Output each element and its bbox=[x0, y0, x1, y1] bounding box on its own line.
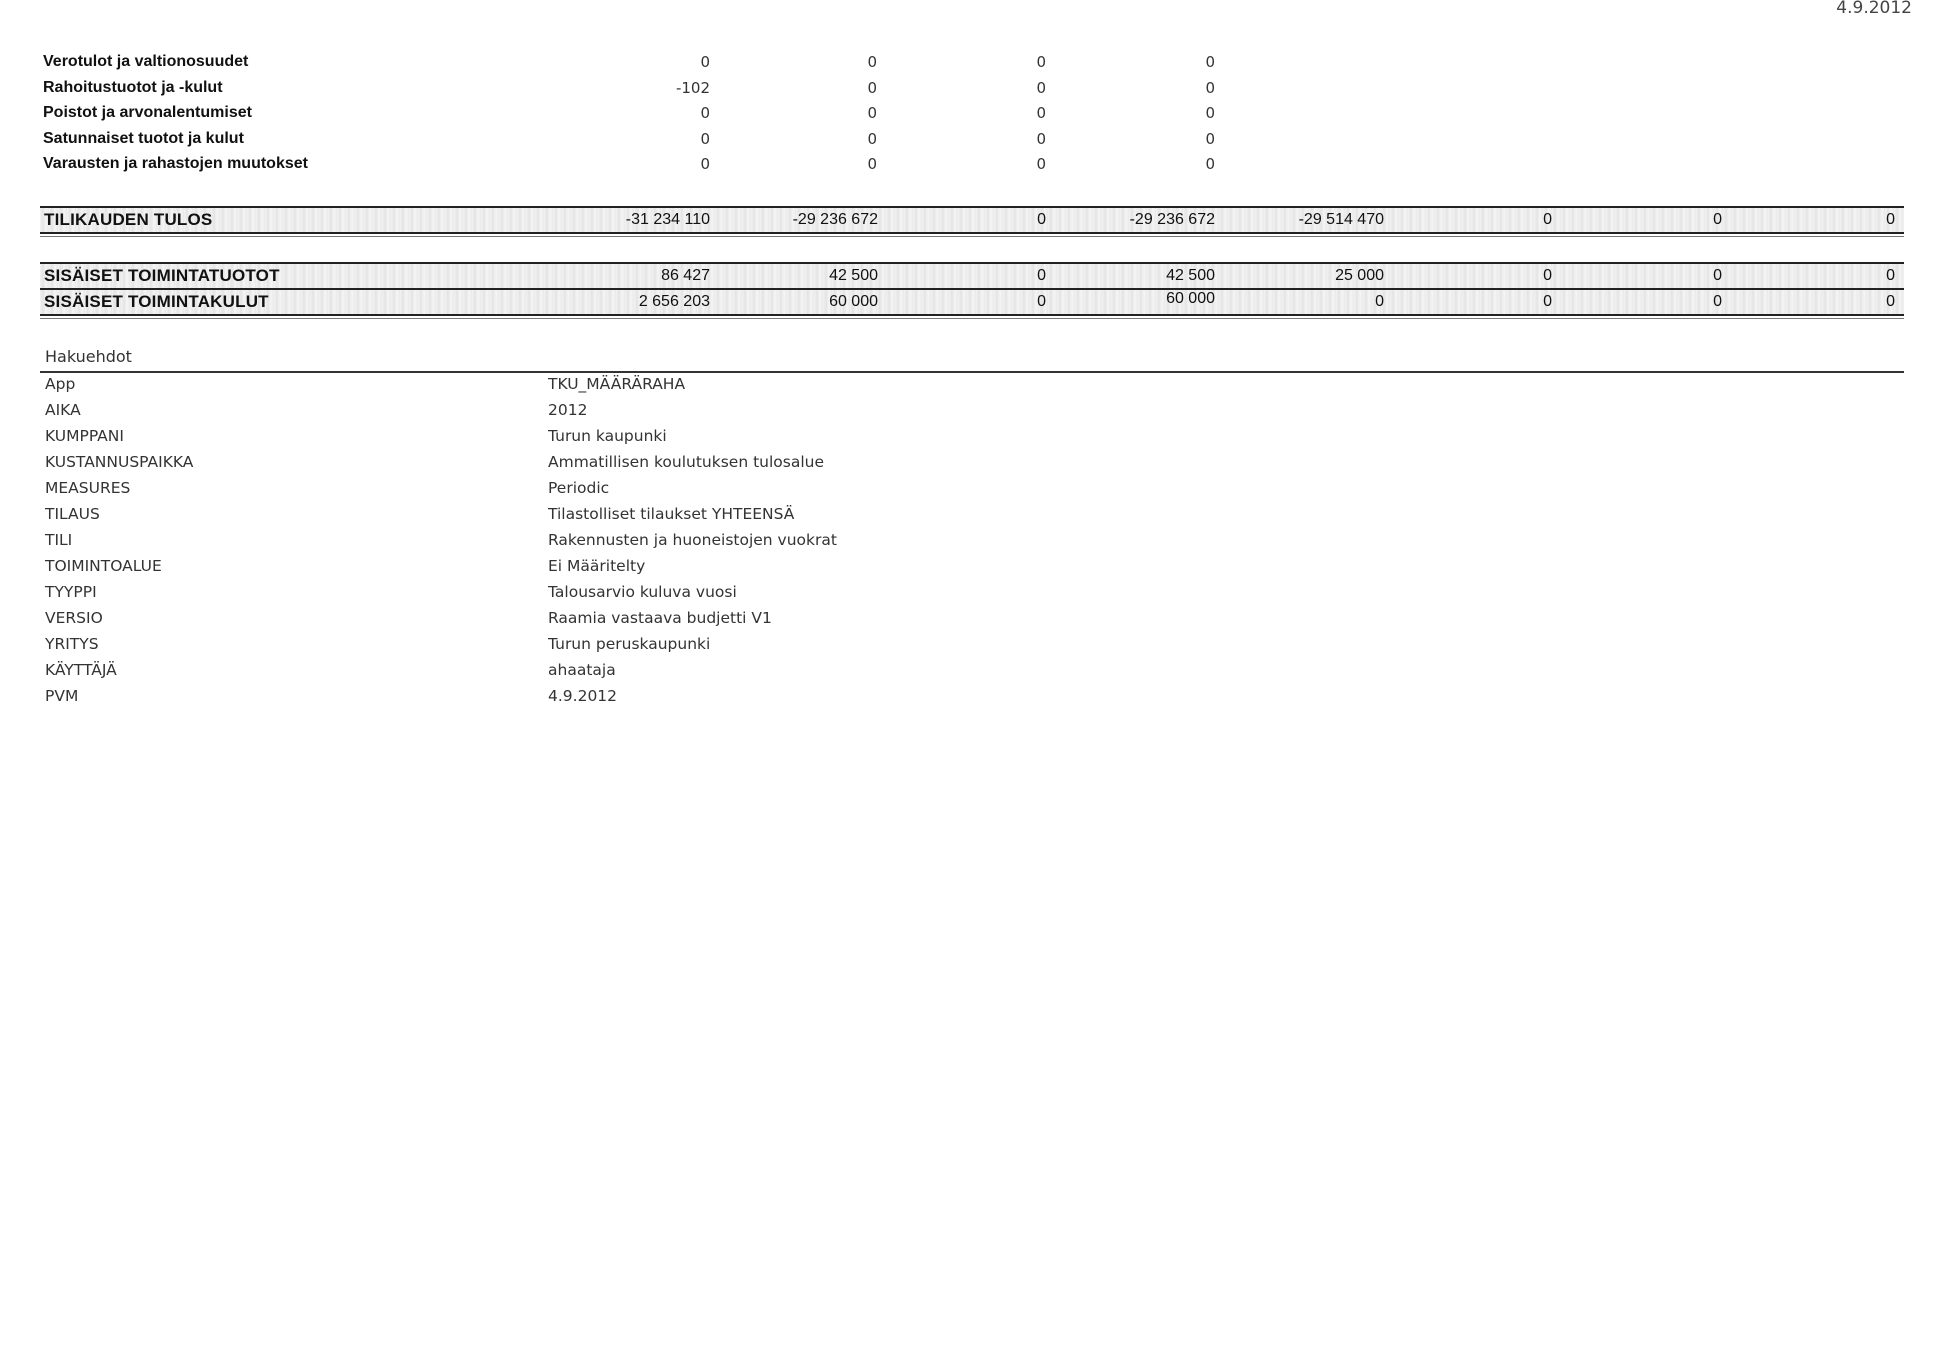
value-cell: 0 bbox=[1036, 78, 1046, 97]
parameters-title: Hakuehdot bbox=[45, 347, 132, 366]
summary-row-sisaiset-toimintatuotot bbox=[40, 264, 1904, 288]
value-cell: 0 bbox=[1205, 53, 1215, 71]
divider bbox=[40, 314, 1904, 316]
parameter-value: TKU_MÄÄRÄRAHA bbox=[548, 375, 686, 393]
parameter-key: KUMPPANI bbox=[45, 427, 124, 445]
value-cell: 0 bbox=[867, 129, 877, 148]
parameter-key: KÄYTTÄJÄ bbox=[45, 661, 117, 679]
value-cell: -31 234 110 bbox=[625, 211, 710, 228]
detail-row bbox=[43, 79, 1243, 105]
value-cell: 0 bbox=[1543, 211, 1552, 228]
parameter-value: 2012 bbox=[548, 401, 588, 419]
parameter-value: Turun peruskaupunki bbox=[548, 635, 711, 653]
value-cell: 0 bbox=[867, 78, 877, 97]
value-cell: 42 500 bbox=[1166, 267, 1215, 284]
divider bbox=[40, 236, 1904, 237]
value-cell: 86 427 bbox=[661, 267, 710, 284]
value-cell: -102 bbox=[675, 78, 710, 97]
parameter-row bbox=[45, 657, 1905, 683]
value-cell: 0 bbox=[1036, 129, 1046, 148]
value-cell: 0 bbox=[700, 129, 710, 148]
row-label: TILIKAUDEN TULOS bbox=[44, 210, 213, 229]
value-cell: 0 bbox=[700, 104, 710, 122]
row-label: Rahoitustuotot ja -kulut bbox=[43, 78, 223, 96]
parameter-row bbox=[45, 371, 1905, 397]
value-cell: 0 bbox=[1037, 293, 1046, 310]
value-cell: 0 bbox=[1036, 53, 1046, 71]
value-cell: 0 bbox=[1886, 267, 1895, 284]
divider bbox=[40, 232, 1904, 234]
value-cell: 0 bbox=[867, 53, 877, 71]
parameter-row bbox=[45, 631, 1905, 657]
parameter-key: TILI bbox=[45, 531, 73, 549]
value-cell: 0 bbox=[867, 104, 877, 122]
parameter-row bbox=[45, 475, 1905, 501]
parameter-value: Periodic bbox=[548, 479, 610, 497]
value-cell: 0 bbox=[1713, 293, 1722, 310]
detail-row bbox=[43, 155, 1243, 181]
value-cell: 0 bbox=[1037, 211, 1046, 228]
value-cell: 2 656 203 bbox=[638, 293, 710, 310]
value-cell: 0 bbox=[1037, 267, 1046, 284]
parameter-row bbox=[45, 683, 1905, 709]
parameter-value: Raamia vastaava budjetti V1 bbox=[548, 609, 772, 627]
parameter-row bbox=[45, 579, 1905, 605]
value-cell: 0 bbox=[867, 155, 877, 173]
value-cell: -29 514 470 bbox=[1298, 211, 1384, 228]
parameter-row bbox=[45, 423, 1905, 449]
value-cell: 25 000 bbox=[1335, 267, 1384, 284]
parameter-value: Tilastolliset tilaukset YHTEENSÄ bbox=[548, 505, 795, 523]
row-label: Varausten ja rahastojen muutokset bbox=[43, 155, 308, 172]
parameter-key: TOIMINTOALUE bbox=[45, 557, 162, 575]
value-cell: 0 bbox=[1543, 267, 1552, 284]
value-cell: -29 236 672 bbox=[1129, 211, 1215, 228]
detail-rows bbox=[43, 53, 1243, 181]
parameter-value: Ei Määritelty bbox=[548, 557, 646, 575]
value-cell: 60 000 bbox=[1166, 290, 1215, 307]
parameter-row bbox=[45, 501, 1905, 527]
parameter-key: TILAUS bbox=[45, 505, 100, 523]
parameter-row bbox=[45, 527, 1905, 553]
parameter-value: Turun kaupunki bbox=[548, 427, 667, 445]
value-cell: 0 bbox=[1205, 78, 1215, 97]
parameter-key: App bbox=[45, 375, 76, 393]
row-label: SISÄISET TOIMINTAKULUT bbox=[44, 292, 269, 311]
parameter-row bbox=[45, 605, 1905, 631]
value-cell: 0 bbox=[1713, 211, 1722, 228]
parameter-value: Rakennusten ja huoneistojen vuokrat bbox=[548, 531, 837, 549]
value-cell: 42 500 bbox=[829, 267, 878, 284]
detail-row bbox=[43, 130, 1243, 156]
divider bbox=[40, 318, 1904, 319]
parameter-key: AIKA bbox=[45, 401, 81, 419]
parameter-key: TYYPPI bbox=[45, 583, 97, 601]
row-label: Satunnaiset tuotot ja kulut bbox=[43, 129, 244, 147]
value-cell: 0 bbox=[1886, 211, 1895, 228]
row-label: Poistot ja arvonalentumiset bbox=[43, 104, 252, 121]
parameter-row bbox=[45, 449, 1905, 475]
summary-row-tilikauden-tulos bbox=[40, 208, 1904, 232]
parameter-key: YRITYS bbox=[45, 635, 99, 653]
value-cell: -29 236 672 bbox=[792, 211, 878, 228]
value-cell: 0 bbox=[1713, 267, 1722, 284]
detail-row bbox=[43, 104, 1243, 130]
value-cell: 0 bbox=[1036, 155, 1046, 173]
value-cell: 0 bbox=[1036, 104, 1046, 122]
value-cell: 0 bbox=[1886, 293, 1895, 310]
value-cell: 0 bbox=[1205, 155, 1215, 173]
parameter-key: KUSTANNUSPAIKKA bbox=[45, 453, 194, 471]
value-cell: 0 bbox=[700, 155, 710, 173]
row-label: Verotulot ja valtionosuudet bbox=[43, 53, 249, 70]
value-cell: 0 bbox=[1205, 104, 1215, 122]
value-cell: 0 bbox=[1543, 293, 1552, 310]
summary-row-sisaiset-toimintakulut bbox=[40, 290, 1904, 314]
parameter-key: PVM bbox=[45, 687, 79, 705]
parameter-value: Talousarvio kuluva vuosi bbox=[548, 583, 737, 601]
value-cell: 0 bbox=[1205, 129, 1215, 148]
row-label: SISÄISET TOIMINTATUOTOT bbox=[44, 266, 280, 285]
value-cell: 0 bbox=[1375, 293, 1384, 310]
value-cell: 0 bbox=[700, 53, 710, 71]
detail-row bbox=[43, 53, 1243, 79]
parameter-key: VERSIO bbox=[45, 609, 103, 627]
parameter-value: 4.9.2012 bbox=[548, 687, 618, 705]
parameter-row bbox=[45, 553, 1905, 579]
parameter-value: Ammatillisen koulutuksen tulosalue bbox=[548, 453, 824, 471]
report-date: 4.9.2012 bbox=[1836, 0, 1912, 18]
parameter-row bbox=[45, 397, 1905, 423]
search-parameters bbox=[45, 347, 1905, 709]
parameter-key: MEASURES bbox=[45, 479, 131, 497]
value-cell: 60 000 bbox=[829, 293, 878, 310]
parameter-value: ahaataja bbox=[548, 661, 616, 679]
